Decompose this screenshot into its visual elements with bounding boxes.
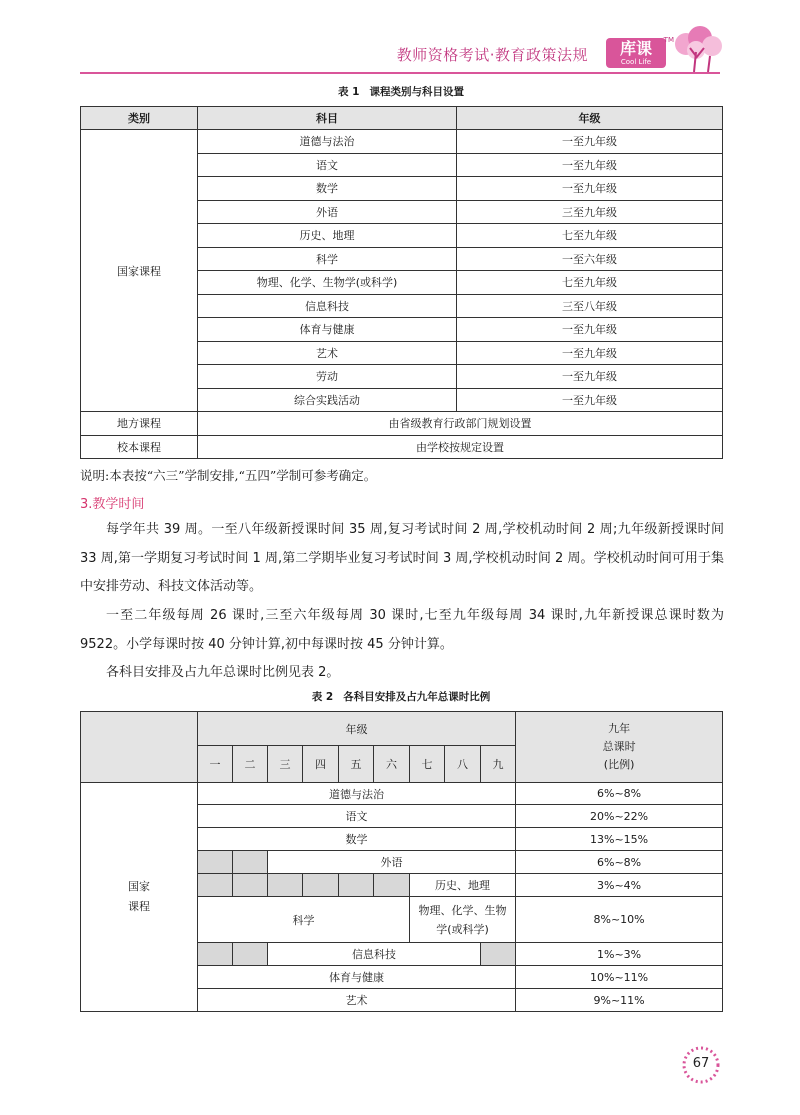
- paragraph: 一至二年级每周 26 课时,三至六年级每周 30 课时,七至九年级每周 34 课时,九年新授课总课时数为 9522。小学每课时按 40 分钟计算,初中每课时按 45 分钟计算。: [80, 608, 724, 652]
- table2-ratio: 20%~22%: [516, 805, 723, 828]
- table2-grade-col: 九: [481, 746, 516, 783]
- table2-grade-col: 五: [339, 746, 374, 783]
- table2-subject: 科学: [198, 897, 410, 943]
- table2-ratio: 6%~8%: [516, 851, 723, 874]
- subject-schedule-table: [80, 711, 723, 1012]
- table1-subject: 综合实践活动: [198, 388, 457, 412]
- table1-subject: 信息科技: [198, 294, 457, 318]
- table2-shaded-cell: [198, 943, 233, 966]
- table2-subject: 体育与健康: [198, 966, 516, 989]
- table1-school-label: 校本课程: [81, 435, 198, 459]
- table1-subject: 语文: [198, 153, 457, 177]
- page-header: [0, 0, 800, 80]
- table2-total-header-line: (比例): [603, 758, 635, 771]
- paragraph: 各科目安排及占九年总课时比例见表 2。: [106, 665, 340, 680]
- section-title: 3.教学时间: [80, 497, 145, 512]
- table2-caption-number: 表 2: [311, 691, 334, 703]
- table1-header-category: 类别: [81, 107, 198, 130]
- table2-subject: 外语: [268, 851, 516, 874]
- table2-grade-col: 六: [374, 746, 410, 783]
- table1-grade: 一至九年级: [457, 341, 723, 365]
- table2-subject: 信息科技: [268, 943, 481, 966]
- table2-national-label: [81, 783, 198, 1012]
- table1-subject: 体育与健康: [198, 318, 457, 342]
- table1-caption-number: 表 1: [338, 86, 360, 98]
- table2-national-label-line: 课程: [128, 900, 150, 913]
- table1-subject: 科学: [198, 247, 457, 271]
- table1-local-label: 地方课程: [81, 412, 198, 436]
- table1-grade: 一至九年级: [457, 177, 723, 201]
- table1-grade: 一至六年级: [457, 247, 723, 271]
- table2-ratio: 8%~10%: [516, 897, 723, 943]
- table2-subject: 历史、地理: [410, 874, 516, 897]
- table2-subject: 语文: [198, 805, 516, 828]
- logo-tm-mark: TM: [663, 36, 674, 44]
- header-divider: [80, 72, 720, 74]
- header-title: 教师资格考试·教育政策法规: [396, 46, 588, 64]
- table1-subject: 艺术: [198, 341, 457, 365]
- table2-caption: [80, 689, 722, 704]
- table2-caption-text: 各科目安排及占九年总课时比例: [343, 691, 491, 703]
- logo-sub-text: Cool Life: [620, 58, 652, 66]
- table2-shaded-cell: [374, 874, 410, 897]
- table1-subject: 劳动: [198, 365, 457, 389]
- table2-shaded-cell: [481, 943, 516, 966]
- table2-subject-secondary: [410, 897, 516, 943]
- table1-local-value: 由省级教育行政部门规划设置: [198, 412, 723, 436]
- table2-grade-col: 二: [233, 746, 268, 783]
- table2-shaded-cell: [198, 851, 233, 874]
- page-number: 67: [692, 1056, 710, 1071]
- logo-main-text: 库课: [619, 39, 652, 58]
- page-number-badge: [680, 1044, 722, 1086]
- table1-subject: 道德与法治: [198, 130, 457, 154]
- table2-corner-cell: [81, 712, 198, 783]
- table2-shaded-cell: [339, 874, 374, 897]
- table2-shaded-cell: [233, 874, 268, 897]
- table2-subject: 艺术: [198, 989, 516, 1012]
- table2-subject-secondary-line: 物理、化学、生物: [418, 903, 507, 917]
- table2-shaded-cell: [303, 874, 339, 897]
- table1-header-grade: 年级: [457, 107, 723, 130]
- course-category-table: [80, 106, 723, 459]
- table2-subject-secondary-line: 学(或科学): [436, 922, 489, 936]
- paragraph: 每学年共 39 周。一至八年级新授课时间 35 周,复习考试时间 2 周,学校机动时间 2 周;九年级新授课时间 33 周,第一学期复习考试时间 1 周,第二学期毕业复习考试时间 3 周,学校机动时间 2 周。学校机动时间可用于集中安排劳动、科技文体活动等。: [80, 522, 724, 594]
- table1-national-label: 国家课程: [81, 130, 198, 412]
- table1-grade: 一至九年级: [457, 388, 723, 412]
- table2-national-label-line: 国家: [128, 880, 150, 893]
- table1-subject: 历史、地理: [198, 224, 457, 248]
- table2-grade-col: 八: [445, 746, 481, 783]
- table2-shaded-cell: [233, 851, 268, 874]
- table2-ratio: 1%~3%: [516, 943, 723, 966]
- table2-grade-header: 年级: [198, 712, 516, 746]
- table1-note: 说明:本表按“六三”学制安排,“五四”学制可参考确定。: [80, 468, 377, 483]
- table2-ratio: 9%~11%: [516, 989, 723, 1012]
- table2-shaded-cell: [268, 874, 303, 897]
- table2-ratio: 6%~8%: [516, 783, 723, 805]
- table1-school-value: 由学校按规定设置: [198, 435, 723, 459]
- table1-grade: 一至九年级: [457, 365, 723, 389]
- table1-subject: 数学: [198, 177, 457, 201]
- table2-grade-col: 三: [268, 746, 303, 783]
- table1-grade: 一至九年级: [457, 318, 723, 342]
- kuke-logo: [606, 36, 674, 68]
- table1-grade: 一至九年级: [457, 130, 723, 154]
- table2-subject: 数学: [198, 828, 516, 851]
- table2-ratio: 13%~15%: [516, 828, 723, 851]
- table2-total-header-line: 九年: [608, 722, 631, 735]
- table2-total-header-line: 总课时: [602, 740, 636, 753]
- table2-ratio: 3%~4%: [516, 874, 723, 897]
- table2-shaded-cell: [198, 874, 233, 897]
- table2-grade-col: 七: [410, 746, 445, 783]
- table2-grade-col: 四: [303, 746, 339, 783]
- table1-subject: 物理、化学、生物学(或科学): [198, 271, 457, 295]
- tree-decoration-icon: [672, 26, 724, 74]
- table1-grade: 三至九年级: [457, 200, 723, 224]
- table1-caption-text: 课程类别与科目设置: [369, 86, 464, 98]
- table1-grade: 一至九年级: [457, 153, 723, 177]
- table2-subject: 道德与法治: [198, 783, 516, 805]
- table1-subject: 外语: [198, 200, 457, 224]
- table1-grade: 七至九年级: [457, 224, 723, 248]
- table1-grade: 七至九年级: [457, 271, 723, 295]
- table2-grade-col: 一: [198, 746, 233, 783]
- table2-shaded-cell: [233, 943, 268, 966]
- table2-total-header: [516, 712, 723, 783]
- table1-grade: 三至八年级: [457, 294, 723, 318]
- table2-ratio: 10%~11%: [516, 966, 723, 989]
- table1-caption: [80, 84, 722, 99]
- table1-header-subject: 科目: [198, 107, 457, 130]
